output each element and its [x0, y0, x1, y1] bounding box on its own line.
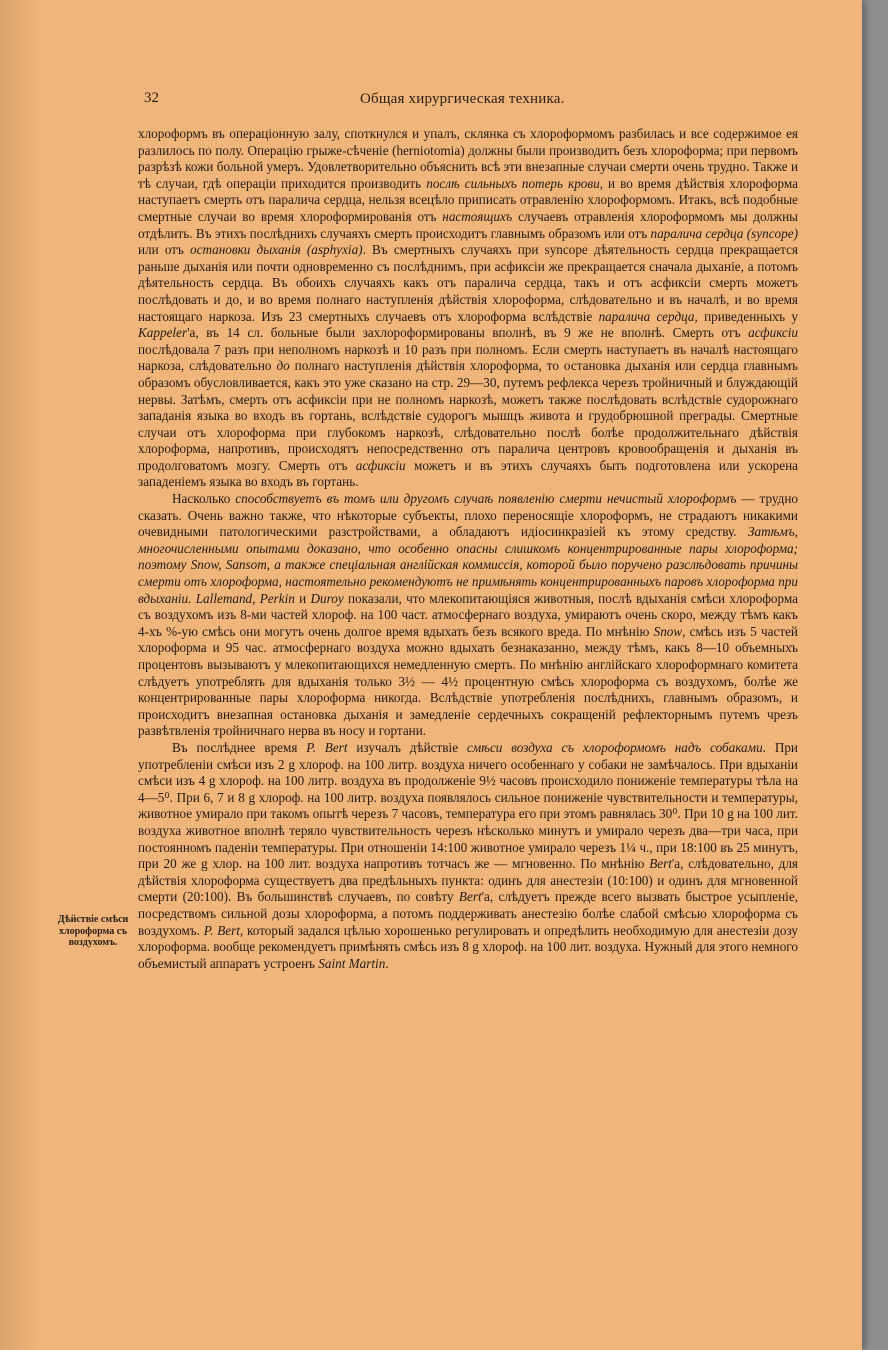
text-run: хлороформъ въ операціонную залу, споткнулся и упалъ, склянка съ хлороформомъ разбилась и все содержимое ея разлилось по полу. Операцію грыже-сѣченіе (herniotomia) должны были производить безъ хлороформа; при первомъ разрѣзѣ кожи больной умеръ. Удовлетворительно объяснить всѣ эти внезапные случаи смерти очень трудно. Также и тѣ случаи, гдѣ операціи приходится производить: [138, 126, 798, 191]
italic-text: Затѣмъ, многочисленными опытами доказано, что особенно опасны слишкомъ концентрированные пары хлороформа; поэтому Snow, Sansom, а также спеціальная англійская коммиссія, которой было поручено разслѣдовать причины смерти отъ хлороформа, настоятельно рекомендуютъ не примѣнять концентрированныхъ паровъ хлороформа при вдыханіи. Lallemand, Perkin: [138, 524, 798, 606]
italic-text: Snow: [653, 623, 683, 639]
page-number: 32: [144, 90, 159, 106]
italic-text: послѣ сильныхъ потерь крови: [426, 175, 600, 191]
text-run: .: [385, 955, 389, 971]
italic-text: Bert: [649, 856, 672, 872]
text-run: показали, что млекопитающіяся животныя, послѣ вдыханія смѣси хлороформа съ воздухомъ изъ 8-ми частей хлороф. на 100 част. атмосфернаго воздуха, умираютъ очень скоро, между тѣмъ какъ 4-хъ %-ую смѣсь они могутъ очень долгое время вдыхать безъ всякого вреда. По мнѣнію: [138, 590, 798, 639]
paragraph-1: [138, 126, 798, 491]
text-run: и: [294, 590, 311, 606]
italic-text: паралича сердца: [598, 308, 695, 324]
italic-text: P. Bert: [306, 739, 348, 755]
text-run: 'а, слѣдовательно, для дѣйствія хлороформа существуетъ два предѣльныхъ пункта: одинъ для анестезіи (10:100) и одинъ для мгновенной смерти (20:100). Въ большинствѣ случаевъ, по совѣту: [138, 856, 798, 905]
text-run: . Въ смертныхъ случаяхъ при syncope дѣятельность сердца прекращается раньше дыханія или почти одновременно съ послѣднимъ, при асфиксіи же прекращается сначала дыханіе, а потомъ дѣятельность сердца. Въ обоихъ случаяхъ какъ отъ паралича сердца, такъ и отъ асфиксіи смерть можетъ послѣдовать и до, и во время полнаго наступленія дѣйствія хлороформа, слѣдовательно и въ началѣ, и во время настоящаго наркоза. Изъ 23 смертныхъ случаевъ отъ хлороформа вслѣдствіе: [138, 242, 798, 324]
text-run: , который задался цѣлью хорошенько регулировать и опредѣлить необходимую для анестезіи дозу хлороформа. вообще рекомендуетъ примѣнять смѣсь изъ 8 g хлороф. на 100 лит. воздуха. Нужный для этого немного объемистый аппаратъ устроенъ: [138, 922, 799, 971]
italic-text: Bert: [458, 889, 482, 905]
text-run: 'а, слѣдуетъ прежде всего вызвать быстрое усыпленіе, посредствомъ сильной дозы хлороформа, а потомъ поддерживать анестезію болѣе слабой смѣсью хлороформа съ воздухомъ.: [138, 889, 798, 938]
italic-text: Kappeler: [138, 325, 188, 341]
italic-text: до: [276, 358, 290, 374]
text-run: случаевъ отравленія хлороформомъ мы должны отдѣлить. Въ этихъ послѣднихъ случаяхъ смерть происходитъ главнымъ образомъ или отъ: [138, 208, 798, 241]
italic-text: смѣси воздуха съ хлороформомъ надъ собаками: [466, 739, 763, 755]
text-run: Насколько: [172, 491, 236, 507]
margin-note: Дѣйствіе смѣси хлороформа съ воздухомъ.: [57, 914, 129, 948]
text-run: , приведенныхъ у: [694, 308, 798, 324]
text-run: изучалъ дѣйствіе: [347, 739, 467, 755]
italic-text: Saint Martin: [318, 955, 386, 971]
paragraph-2: [138, 491, 798, 740]
paragraph-3: [138, 740, 798, 972]
text-run: Въ послѣднее время: [172, 739, 307, 755]
italic-text: паралича сердца (syncope): [650, 225, 798, 241]
body-text: [138, 126, 798, 972]
italic-text: асфиксіи: [748, 325, 798, 341]
text-run: , и во время дѣйствія хлороформа наступаетъ смерть отъ паралича сердца, нельзя всецѣло приписать отравленію хлороформомъ. Итакъ, всѣ подобные смертные случаи во время хлороформированія отъ: [138, 175, 798, 224]
text-run: можетъ и въ этихъ случаяхъ быть подготовлена или ускорена западеніемъ языка во входъ въ гортань.: [138, 457, 798, 490]
italic-text: Duroy: [310, 590, 344, 606]
running-title: Общая хирургическая техника.: [360, 91, 565, 107]
text-run: . При употребленіи смѣси изъ 2 g хлороф. на 100 литр. воздуха ничего особеннаго у собаки не замѣчалось. При вдыханіи смѣси изъ 4 g хлороф. на 100 литр. воздуха въ продолженіе 9½ часовъ происходило пониженіе температуры тѣла на 4—5⁰. При 6, 7 и 8 g хлороф. на 100 литр. воздуха появлялось сильное пониженіе чувствительности и температуры, животное умирало при такомъ опытѣ черезъ 7 часовъ, температура его при этомъ равнялась 30⁰. При 10 g на 100 лит. воздуха животное вполнѣ теряло чувствительность черезъ нѣсколько минутъ и умирало черезъ два—три часа, при постоянномъ паденіи температуры. При отношеніи 14:100 животное умирало черезъ 1¼ ч., при 18:100 въ 25 минутъ, при 20 же g хлор. на 100 лит. воздуха напротивъ тотчасъ же — мгновенно. По мнѣнію: [138, 739, 798, 872]
text-run: 'а, въ 14 сл. больные были захлороформированы вполнѣ, въ 9 же не вполнѣ. Смерть отъ: [187, 325, 749, 341]
italic-text: P. Bert: [203, 922, 240, 938]
italic-text: асфиксіи: [355, 457, 406, 473]
text-run: — трудно сказать. Очень важно также, что нѣкоторые субъекты, плохо переносящіе хлороформъ, не страдаютъ никакими очевидными патологическими разстройствами, а обладаютъ идіосинкразіей къ этому средству.: [138, 491, 799, 540]
italic-text: способствуетъ въ томъ или другомъ случаѣ появленію смерти нечистый хлороформъ: [235, 491, 737, 507]
italic-text: остановки дыханія (asphyxia): [190, 242, 363, 258]
text-run: или отъ: [138, 242, 191, 258]
text-run: послѣдовала 7 разъ при неполномъ наркозѣ и 10 разъ при полномъ. Если смерть наступаетъ въ началѣ настоящаго наркоза, слѣдовательно: [138, 341, 798, 374]
italic-text: настоящихъ: [442, 208, 513, 224]
text-run: , смѣсь изъ 5 частей хлороформа и 95 час. атмосфернаго воздуха можно вдыхать безнаказанно, между тѣмъ, какъ 8—10 объемныхъ процентовъ вызываютъ у млекопитающихся немедленную смерть. По мнѣнію англійскаго хлороформнаго комитета слѣдуетъ употреблять для вдыханія только 3½ — 4½ процентную смѣсь хлороформа съ воздухомъ, болѣе же концентрированные пары хлороформа никогда. Вслѣдствіе употребленія послѣднихъ, главнымъ образомъ, и происходитъ внезапная остановка дыханія и замедленіе сердечныхъ сокращеній рефлекторнымъ путемъ чрезъ развѣтвленія тройничнаго нерва въ носу и гортани.: [138, 623, 798, 739]
text-run: полнаго наступленія дѣйствія хлороформа, то остановка дыханія или сердца главнымъ образомъ обусловливается, какъ это уже сказано на стр. 29—30, путемъ рефлекса черезъ тройничный и блуждающій нервы. Затѣмъ, смерть отъ асфиксіи при не полномъ наркозѣ, можетъ также послѣдовать вслѣдствіе судорожнаго западанія языка во входъ въ гортань, вслѣдствіе судорогъ мышцъ живота и грудобрюшной преграды. Смертные случаи отъ хлороформа при глубокомъ наркозѣ, слѣдовательно послѣ болѣе продолжительнаго дѣйствія хлороформа, напротивъ, происходятъ непосредственно отъ паралича центровъ кровообращенія и дыханія въ продолговатомъ мозгу. Смерть отъ: [138, 358, 798, 473]
